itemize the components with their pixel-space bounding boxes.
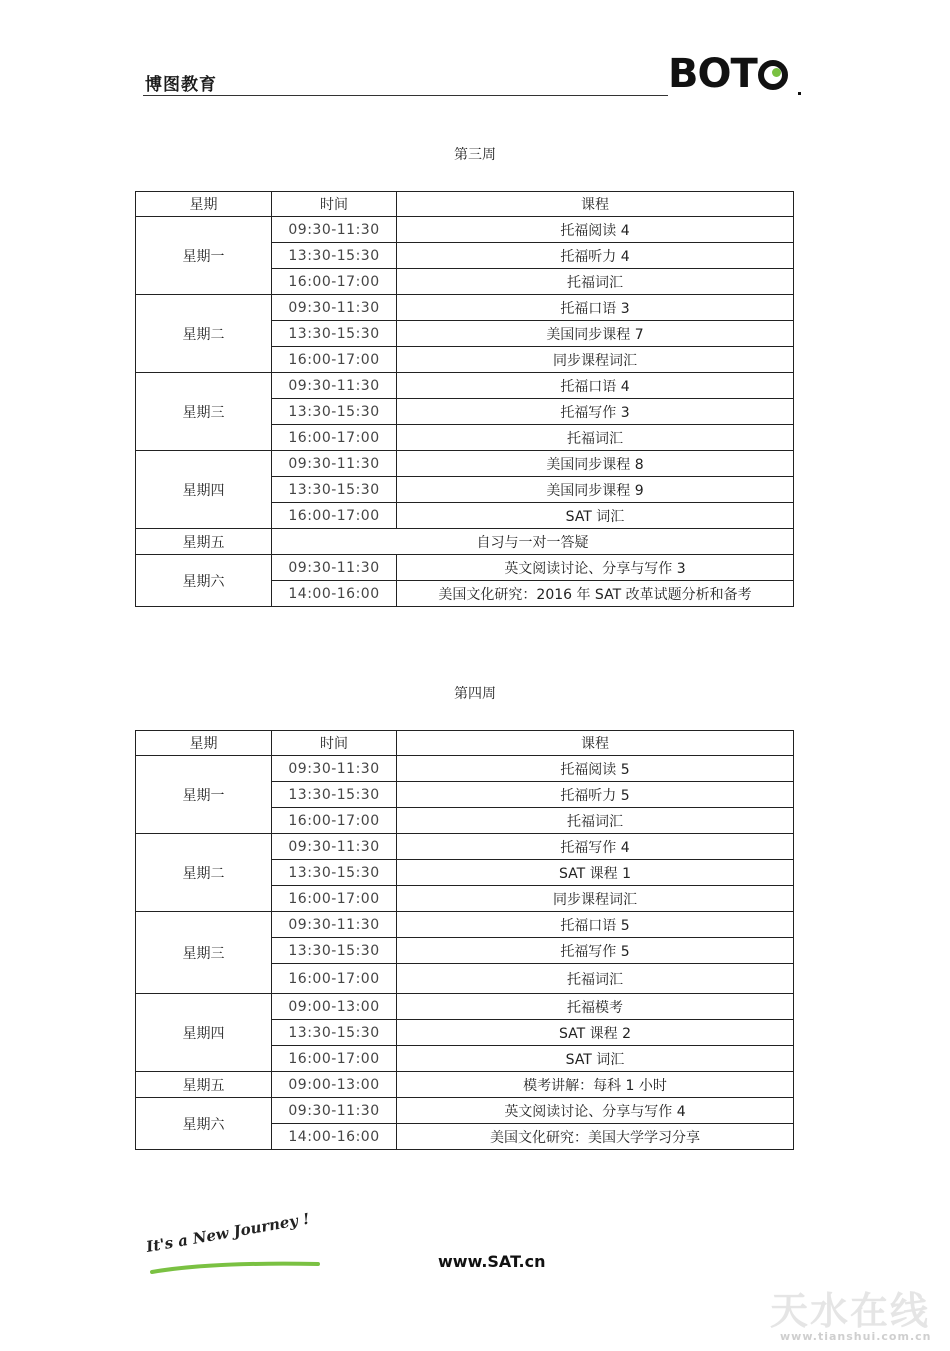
course-cell: SAT 课程 2	[397, 1020, 794, 1046]
col-header-day: 星期	[136, 731, 272, 756]
time-cell: 14:00-16:00	[272, 1124, 397, 1150]
day-cell: 星期六	[136, 555, 272, 607]
time-cell: 13:30-15:30	[272, 477, 397, 503]
table-row	[136, 834, 794, 860]
col-header-time: 时间	[272, 731, 397, 756]
time-cell: 13:30-15:30	[272, 1020, 397, 1046]
time-cell: 16:00-17:00	[272, 1046, 397, 1072]
course-cell: 自习与一对一答疑	[272, 529, 794, 555]
time-cell: 16:00-17:00	[272, 503, 397, 529]
table-row	[136, 529, 794, 555]
day-cell: 星期五	[136, 1072, 272, 1098]
course-cell: 美国文化研究：美国大学学习分享	[397, 1124, 794, 1150]
course-cell: 托福听力 5	[397, 782, 794, 808]
time-cell: 09:30-11:30	[272, 912, 397, 938]
time-cell: 16:00-17:00	[272, 964, 397, 994]
day-cell: 星期二	[136, 834, 272, 912]
time-cell: 16:00-17:00	[272, 347, 397, 373]
site-url[interactable]: www.SAT.cn	[438, 1252, 546, 1271]
col-header-course: 课程	[397, 731, 794, 756]
time-cell: 16:00-17:00	[272, 269, 397, 295]
course-cell: 托福口语 4	[397, 373, 794, 399]
time-cell: 16:00-17:00	[272, 425, 397, 451]
table-header-row	[136, 731, 794, 756]
course-cell: 美国同步课程 9	[397, 477, 794, 503]
day-cell: 星期四	[136, 994, 272, 1072]
course-cell: 托福阅读 5	[397, 756, 794, 782]
time-cell: 16:00-17:00	[272, 886, 397, 912]
course-cell: 同步课程词汇	[397, 886, 794, 912]
table-row	[136, 756, 794, 782]
time-cell: 13:30-15:30	[272, 321, 397, 347]
slogan-swoosh-icon	[150, 1260, 320, 1274]
day-cell: 星期四	[136, 451, 272, 529]
course-cell: 托福词汇	[397, 269, 794, 295]
boto-logo	[668, 50, 788, 98]
time-cell: 09:30-11:30	[272, 217, 397, 243]
table-row	[136, 1072, 794, 1098]
table-row	[136, 295, 794, 321]
time-cell: 09:00-13:00	[272, 1072, 397, 1098]
table-row	[136, 555, 794, 581]
day-cell: 星期五	[136, 529, 272, 555]
time-cell: 09:30-11:30	[272, 451, 397, 477]
week3-title: 第三周	[454, 147, 496, 163]
course-cell: 托福写作 3	[397, 399, 794, 425]
course-cell: 托福写作 4	[397, 834, 794, 860]
week4-title: 第四周	[454, 686, 496, 702]
day-cell: 星期一	[136, 756, 272, 834]
course-cell: 托福阅读 4	[397, 217, 794, 243]
table-header-row	[136, 192, 794, 217]
day-cell: 星期一	[136, 217, 272, 295]
course-cell: 美国文化研究：2016 年 SAT 改革试题分析和备考	[397, 581, 794, 607]
table-row	[136, 451, 794, 477]
time-cell: 09:30-11:30	[272, 555, 397, 581]
time-cell: 13:30-15:30	[272, 399, 397, 425]
watermark: 天水在线	[770, 1288, 931, 1333]
day-cell: 星期三	[136, 373, 272, 451]
time-cell: 09:00-13:00	[272, 994, 397, 1020]
time-cell: 13:30-15:30	[272, 860, 397, 886]
watermark-url: www.tianshui.com.cn	[780, 1330, 932, 1343]
course-cell: 英文阅读讨论、分享与写作 3	[397, 555, 794, 581]
logo-letter-t: T	[730, 51, 757, 97]
course-cell: 同步课程词汇	[397, 347, 794, 373]
course-cell: SAT 词汇	[397, 503, 794, 529]
day-cell: 星期六	[136, 1098, 272, 1150]
time-cell: 09:30-11:30	[272, 756, 397, 782]
course-cell: 美国同步课程 8	[397, 451, 794, 477]
time-cell: 13:30-15:30	[272, 782, 397, 808]
table-row	[136, 912, 794, 938]
course-cell: 托福口语 3	[397, 295, 794, 321]
col-header-day: 星期	[136, 192, 272, 217]
time-cell: 13:30-15:30	[272, 243, 397, 269]
logo-letter-o: O	[697, 51, 731, 97]
table-row	[136, 994, 794, 1020]
time-cell: 09:30-11:30	[272, 834, 397, 860]
week3-table	[135, 191, 794, 607]
course-cell: 英文阅读讨论、分享与写作 4	[397, 1098, 794, 1124]
col-header-course: 课程	[397, 192, 794, 217]
logo-letter-b: B	[668, 51, 698, 97]
course-cell: 美国同步课程 7	[397, 321, 794, 347]
logo-eye-icon	[758, 60, 788, 90]
course-cell: 托福词汇	[397, 964, 794, 994]
header-rule	[143, 95, 668, 96]
time-cell: 09:30-11:30	[272, 1098, 397, 1124]
day-cell: 星期二	[136, 295, 272, 373]
course-cell: 模考讲解：每科 1 小时	[397, 1072, 794, 1098]
course-cell: 托福词汇	[397, 808, 794, 834]
logo-dot	[798, 92, 801, 95]
time-cell: 14:00-16:00	[272, 581, 397, 607]
slogan: It's a New Journey !	[144, 1209, 311, 1256]
week4-table	[135, 730, 794, 1150]
day-cell: 星期三	[136, 912, 272, 994]
col-header-time: 时间	[272, 192, 397, 217]
time-cell: 09:30-11:30	[272, 373, 397, 399]
table-row	[136, 217, 794, 243]
time-cell: 16:00-17:00	[272, 808, 397, 834]
course-cell: 托福听力 4	[397, 243, 794, 269]
table-row	[136, 373, 794, 399]
course-cell: 托福模考	[397, 994, 794, 1020]
course-cell: SAT 课程 1	[397, 860, 794, 886]
course-cell: 托福写作 5	[397, 938, 794, 964]
course-cell: 托福口语 5	[397, 912, 794, 938]
course-cell: 托福词汇	[397, 425, 794, 451]
time-cell: 09:30-11:30	[272, 295, 397, 321]
time-cell: 13:30-15:30	[272, 938, 397, 964]
table-row	[136, 1098, 794, 1124]
header-brand: 博图教育	[145, 75, 217, 95]
course-cell: SAT 词汇	[397, 1046, 794, 1072]
